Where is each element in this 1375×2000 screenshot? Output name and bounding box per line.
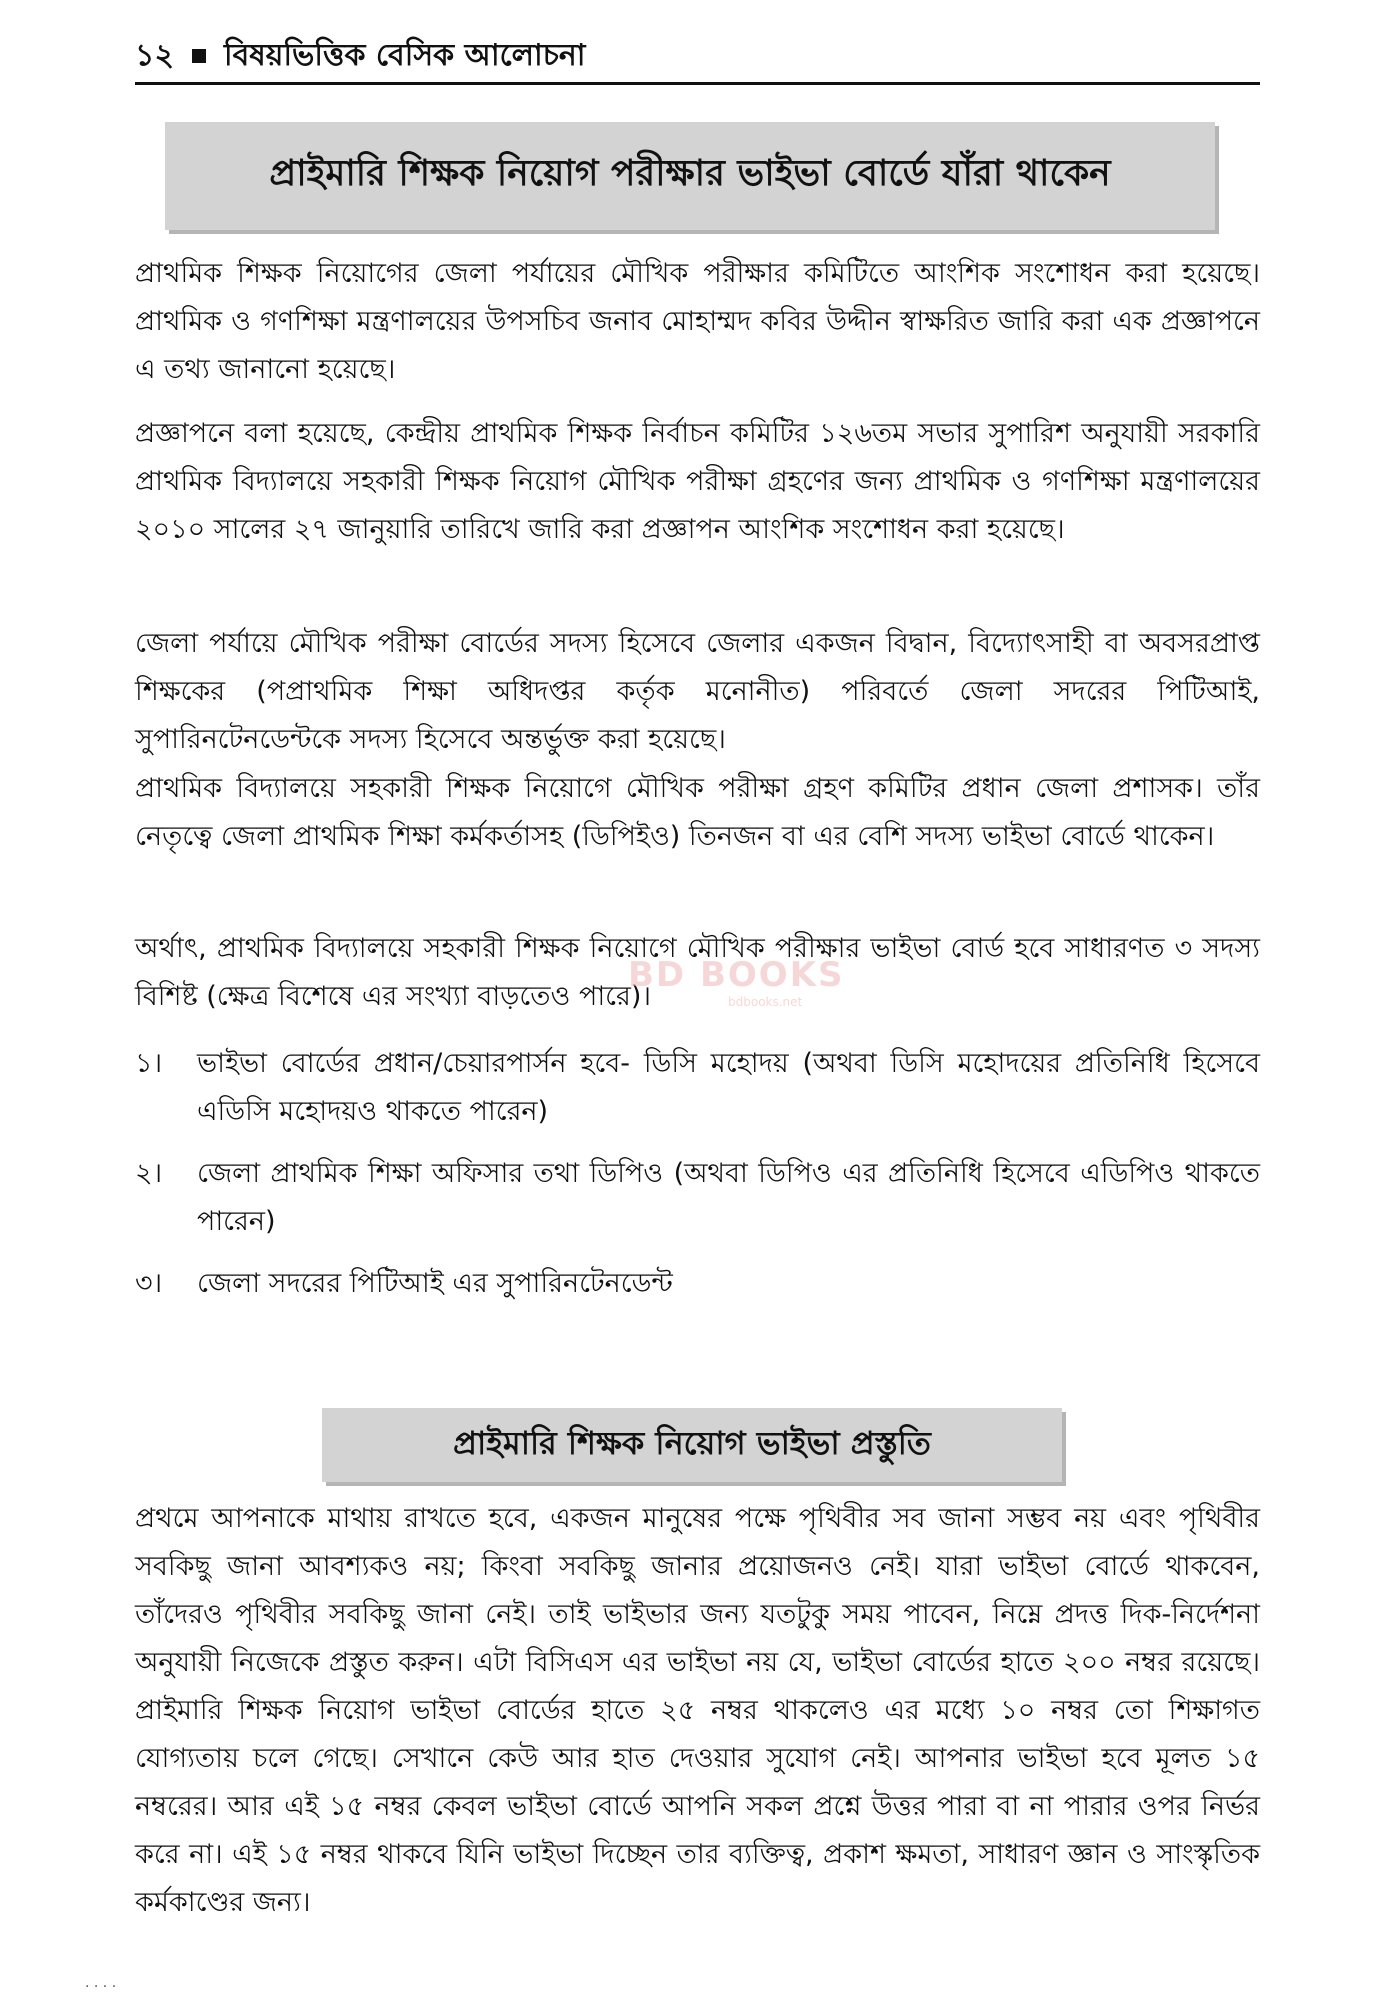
paragraph-4 xyxy=(135,765,1260,861)
section-title: বিষয়ভিত্তিক বেসিক আলোচনা xyxy=(223,37,586,73)
page-header xyxy=(135,30,1260,85)
list-number: ২। xyxy=(135,1158,163,1189)
paragraph-2 xyxy=(135,410,1260,554)
paragraph-3 xyxy=(135,620,1260,764)
list-number: ৩। xyxy=(135,1268,163,1299)
list-item xyxy=(135,1150,1260,1246)
footer-mark: . . . . xyxy=(85,1975,117,1991)
list-text: জেলা সদরের পিটিআই এর সুপারিনটেনডেন্ট xyxy=(197,1268,673,1299)
board-members-list xyxy=(135,1040,1260,1322)
paragraph-5 xyxy=(135,925,1260,1021)
paragraph-text: প্রজ্ঞাপনে বলা হয়েছে, কেন্দ্রীয় প্রাথমিক শিক্ষক নির্বাচন কমিটির ১২৬তম সভার সুপারিশ অনুযায়ী সরকারি প্রাথমিক বিদ্যালয়ে সহকারী শিক্ষক নিয়োগ মৌখিক পরীক্ষা গ্রহণের জন্য প্রাথমিক ও গণশিক্ষা মন্ত্রণালয়ের ২০১০ সালের ২৭ জানুয়ারি তারিখে জারি করা প্রজ্ঞাপন আংশিক সংশোধন করা হয়েছে। xyxy=(135,418,1260,545)
square-bullet-icon xyxy=(192,49,206,63)
heading-viva-board-members: প্রাইমারি শিক্ষক নিয়োগ পরীক্ষার ভাইভা বোর্ডে যাঁরা থাকেন xyxy=(165,122,1215,230)
list-item xyxy=(135,1040,1260,1136)
list-text: জেলা প্রাথমিক শিক্ষা অফিসার তথা ডিপিও (অথবা ডিপিও এর প্রতিনিধি হিসেবে এডিপিও থাকতে পারেন) xyxy=(197,1158,1260,1237)
page-number: ১২ xyxy=(135,37,174,73)
heading-viva-preparation: প্রাইমারি শিক্ষক নিয়োগ ভাইভা প্রস্তুতি xyxy=(322,1408,1062,1482)
paragraph-text: প্রাথমিক শিক্ষক নিয়োগের জেলা পর্যায়ের মৌখিক পরীক্ষার কমিটিতে আংশিক সংশোধন করা হয়েছে। প্রাথমিক ও গণশিক্ষা মন্ত্রণালয়ের উপসচিব জনাব মোহাম্মদ কবির উদ্দীন স্বাক্ষরিত জারি করা এক প্রজ্ঞাপনে এ তথ্য জানানো হয়েছে। xyxy=(135,258,1260,385)
paragraph-6 xyxy=(135,1495,1260,1927)
paragraph-text: প্রাথমিক বিদ্যালয়ে সহকারী শিক্ষক নিয়োগে মৌখিক পরীক্ষা গ্রহণ কমিটির প্রধান জেলা প্রশাসক। তাঁর নেতৃত্বে জেলা প্রাথমিক শিক্ষা কর্মকর্তাসহ (ডিপিইও) তিনজন বা এর বেশি সদস্য ভাইভা বোর্ডে থাকেন। xyxy=(135,773,1260,852)
paragraph-text: প্রথমে আপনাকে মাথায় রাখতে হবে, একজন মানুষের পক্ষে পৃথিবীর সব জানা সম্ভব নয় এবং পৃথিবীর সবকিছু জানা আবশ্যকও নয়; কিংবা সবকিছু জানার প্রয়োজনও নেই। যারা ভাইভা বোর্ডে থাকবেন, তাঁদেরও পৃথিবীর সবকিছু জানা নেই। তাই ভাইভার জন্য যতটুকু সময় পাবেন, নিম্নে প্রদত্ত দিক-নির্দেশনা অনুযায়ী নিজেকে প্রস্তুত করুন। এটা বিসিএস এর ভাইভা নয় যে, ভাইভা বোর্ডের হাতে ২০০ নম্বর রয়েছে। প্রাইমারি শিক্ষক নিয়োগ ভাইভা বোর্ডের হাতে ২৫ নম্বর থাকলেও এর মধ্যে ১০ নম্বর তো শিক্ষাগত যোগ্যতায় চলে গেছে। সেখানে কেউ আর হাত দেওয়ার সুযোগ নেই। আপনার ভাইভা হবে মূলত ১৫ নম্বরের। আর এই ১৫ নম্বর কেবল ভাইভা বোর্ডে আপনি সকল প্রশ্নে উত্তর পারা বা না পারার ওপর নির্ভর করে না। এই ১৫ নম্বর থাকবে যিনি ভাইভা দিচ্ছেন তার ব্যক্তিত্ব, প্রকাশ ক্ষমতা, সাধারণ জ্ঞান ও সাংস্কৃতিক কর্মকাণ্ডের জন্য। xyxy=(135,1503,1260,1918)
paragraph-text: জেলা পর্যায়ে মৌখিক পরীক্ষা বোর্ডের সদস্য হিসেবে জেলার একজন বিদ্বান, বিদ্যোৎসাহী বা অবসরপ্রাপ্ত শিক্ষকের (পপ্রাথমিক শিক্ষা অধিদপ্তর কর্তৃক মনোনীত) পরিবর্তে জেলা সদরের পিটিআই, সুপারিনটেনডেন্টকে সদস্য হিসেবে অন্তর্ভুক্ত করা হয়েছে। xyxy=(135,628,1260,755)
watermark-url: bdbooks.net xyxy=(728,995,803,1009)
list-item xyxy=(135,1260,1260,1308)
paragraph-1 xyxy=(135,250,1260,394)
watermark-logo: BD BOOKS xyxy=(628,955,845,995)
list-text: ভাইভা বোর্ডের প্রধান/চেয়ারপার্সন হবে- ডিসি মহোদয় (অথবা ডিসি মহোদয়ের প্রতিনিধি হিসেবে এডিসি মহোদয়ও থাকতে পারেন) xyxy=(197,1048,1260,1127)
list-number: ১। xyxy=(135,1048,163,1079)
paragraph-text: অর্থাৎ, প্রাথমিক বিদ্যালয়ে সহকারী শিক্ষক নিয়োগে মৌখিক পরীক্ষার ভাইভা বোর্ড হবে সাধারণত ৩ সদস্য বিশিষ্ট (ক্ষেত্র বিশেষে এর সংখ্যা বাড়তেও পারে)। xyxy=(135,933,1260,1012)
